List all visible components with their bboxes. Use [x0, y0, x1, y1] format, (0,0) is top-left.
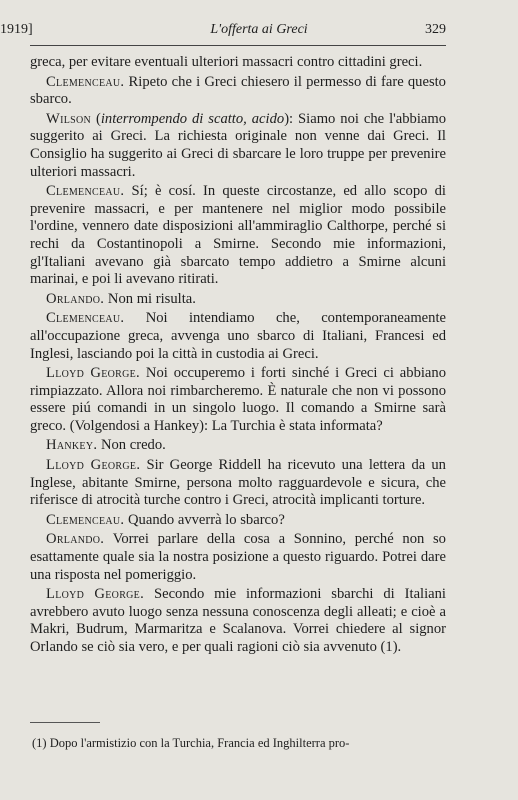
speaker-name: Lloyd George. [46, 457, 141, 474]
paragraph [30, 512, 446, 530]
footnote: (1) Dopo l'armistizio con la Turchia, Francia ed Inghilterra pro- [32, 736, 350, 750]
speaker-name: Wilson [46, 110, 92, 127]
speaker-name: Orlando. [46, 531, 105, 548]
speaker-name: Lloyd George. [46, 365, 141, 382]
speaker-name: Orlando. [46, 290, 105, 307]
paragraph [30, 457, 446, 510]
paragraph-text: Vorrei parlare della cosa a Sonnino, perché non so esattamente quale sia la nostra posizione a questo riguardo. Potrei dare una risposta nel pomeriggio. [30, 531, 446, 583]
header-year: 1919] [0, 22, 33, 37]
paragraph-text: Sir George Riddell ha ricevuto una lettera da un Inglese, abitante Smirne, persona molto ragguardevole e sicura, che riferisce di atrocità turche contro i Greci, atrocità implicanti torture. [30, 457, 446, 509]
running-header [0, 22, 518, 42]
stage-direction: interrompendo di scatto, acido [100, 110, 285, 127]
paragraph [30, 54, 446, 72]
header-title: L'offerta ai Greci [210, 22, 308, 37]
paragraph [30, 74, 446, 109]
page-body [30, 54, 446, 659]
paragraph [30, 291, 446, 309]
paragraph-text: Sí; è cosí. In queste circostanze, ed allo scopo di prevenire massacri, e per mantenere nel miglior modo possibile l'ordine, vennero date disposizioni all'ammiraglio Calthorpe, perché si rechi da Costantinopoli a Smirne. Secondo mie informazioni, gl'Italiani avevano già sbarcato tempo addietro a Smirne alcuni marinai, e poi li avevano ritirati. [30, 183, 446, 288]
speaker-name: Clemenceau. [46, 511, 125, 528]
paragraph [30, 437, 446, 455]
paragraph [30, 310, 446, 363]
speaker-name: Clemenceau. [46, 73, 125, 90]
paragraph [30, 365, 446, 435]
paragraph-text: Noi intendiamo che, contemporaneamente all'occupazione greca, avvenga uno sbarco di Italiani, Francesi ed Inglesi, lasciando poi la città in custodia ai Greci. [30, 310, 446, 362]
paragraph-text: greca, per evitare eventuali ulteriori massacri contro cittadini greci. [30, 54, 423, 70]
speaker-name: Lloyd George. [46, 586, 145, 603]
page-number: 329 [425, 22, 446, 37]
paren-open: ( [95, 110, 101, 127]
paragraph-text: Quando avverrà lo sbarco? [128, 511, 285, 528]
speaker-name: Clemenceau. [46, 183, 125, 200]
paragraph [30, 531, 446, 584]
paragraph-text: Secondo mie informazioni sbarchi di Italiani avrebbero avuto luogo senza nessuna conoscenza degli alleati; e cioè a Makri, Budrum, Marmaritza e Scalanova. Vorrei chiedere al signor Orlando se ciò sia vero, e per quali ragioni ciò sia avvenuto (1). [30, 586, 446, 655]
paragraph-text: Noi occuperemo i forti sinché i Greci ci abbiano rimpiazzato. Allora noi rimbarcheremo. È naturale che non vi possono essere piú comandi in un singolo luogo. Il comando a Smirne sarà greco. (Volgendosi a Hankey): La Turchia è stata informata? [30, 365, 446, 434]
paragraph [30, 111, 446, 181]
paragraph-text: ): Siamo noi che l'abbiamo suggerito ai Greci. La richiesta originale non venne dai Greci. Il Consiglio ha suggerito ai Greci di sbarcare le loro truppe per prevenire ulteriori massacri. [30, 110, 447, 180]
paragraph-text: Non mi risulta. [107, 290, 196, 307]
speaker-name: Hankey. [46, 437, 98, 454]
header-rule [30, 45, 446, 46]
paragraph-text: Non credo. [100, 437, 166, 454]
paragraph-text: Ripeto che i Greci chiesero il permesso di fare questo sbarco. [30, 73, 446, 108]
paragraph [30, 183, 446, 289]
paragraph [30, 586, 446, 656]
speaker-name: Clemenceau. [46, 310, 125, 327]
footnote-rule [30, 722, 100, 723]
